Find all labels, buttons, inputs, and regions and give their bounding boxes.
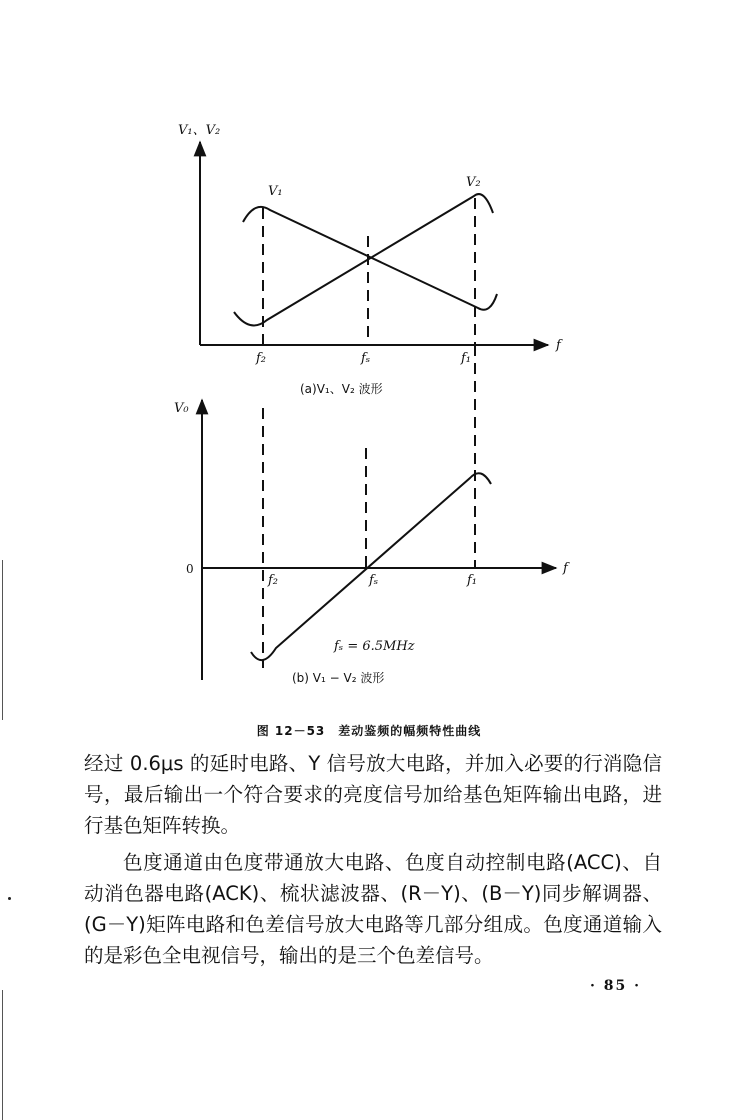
- fs-value-annotation: fₛ = 6.5MHz: [334, 639, 415, 654]
- scan-edge-line: [2, 990, 3, 1120]
- panel-b: [174, 400, 570, 685]
- page-number: · 85 ·: [590, 978, 641, 994]
- panel-b-x-axis-label: f: [563, 561, 568, 576]
- panel-b-origin-label: 0: [186, 562, 194, 576]
- panel-a-caption: (a)V₁、V₂ 波形: [300, 382, 383, 396]
- tick-label-fs: fₛ: [361, 351, 371, 366]
- tick-label-f2-b: f₂: [268, 573, 279, 588]
- tick-label-f2: f₂: [256, 351, 267, 366]
- body-text: [84, 748, 662, 971]
- paragraph-2: 色度通道由色度带通放大电路、色度自动控制电路(ACC)、自动消色器电路(ACK)、梳状滤波器、(R－Y)、(B－Y)同步解调器、(G－Y)矩阵电路和色差信号放大电路等几部分组成。色度通道输入的是彩色全电视信号，输出的是三个色差信号。: [84, 851, 662, 967]
- tick-label-fs-b: fₛ: [369, 573, 379, 588]
- tick-label-f1: f₁: [461, 351, 472, 366]
- panel-a-y-axis-label: V₁、V₂: [178, 123, 221, 138]
- panel-a-x-axis-label: f: [556, 338, 561, 353]
- curve-v1-label: V₁: [268, 184, 283, 199]
- scan-speck: [8, 897, 11, 900]
- figure-title: 图 12－53 差动鉴频的幅频特性曲线: [256, 724, 482, 738]
- tick-label-f1-b: f₁: [467, 573, 478, 588]
- panel-b-caption: (b) V₁ − V₂ 波形: [292, 671, 385, 685]
- panel-b-y-axis-label: V₀: [174, 401, 189, 416]
- curve-v2: [234, 194, 493, 325]
- curve-difference: [251, 473, 491, 660]
- panel-a: [178, 123, 563, 396]
- paragraph-1: 经过 0.6μs 的延时电路、Y 信号放大电路，并加入必要的行消隐信号，最后输出一个符合要求的亮度信号加给基色矩阵输出电路，进行基色矩阵转换。: [84, 752, 662, 837]
- curve-v2-label: V₂: [466, 175, 481, 190]
